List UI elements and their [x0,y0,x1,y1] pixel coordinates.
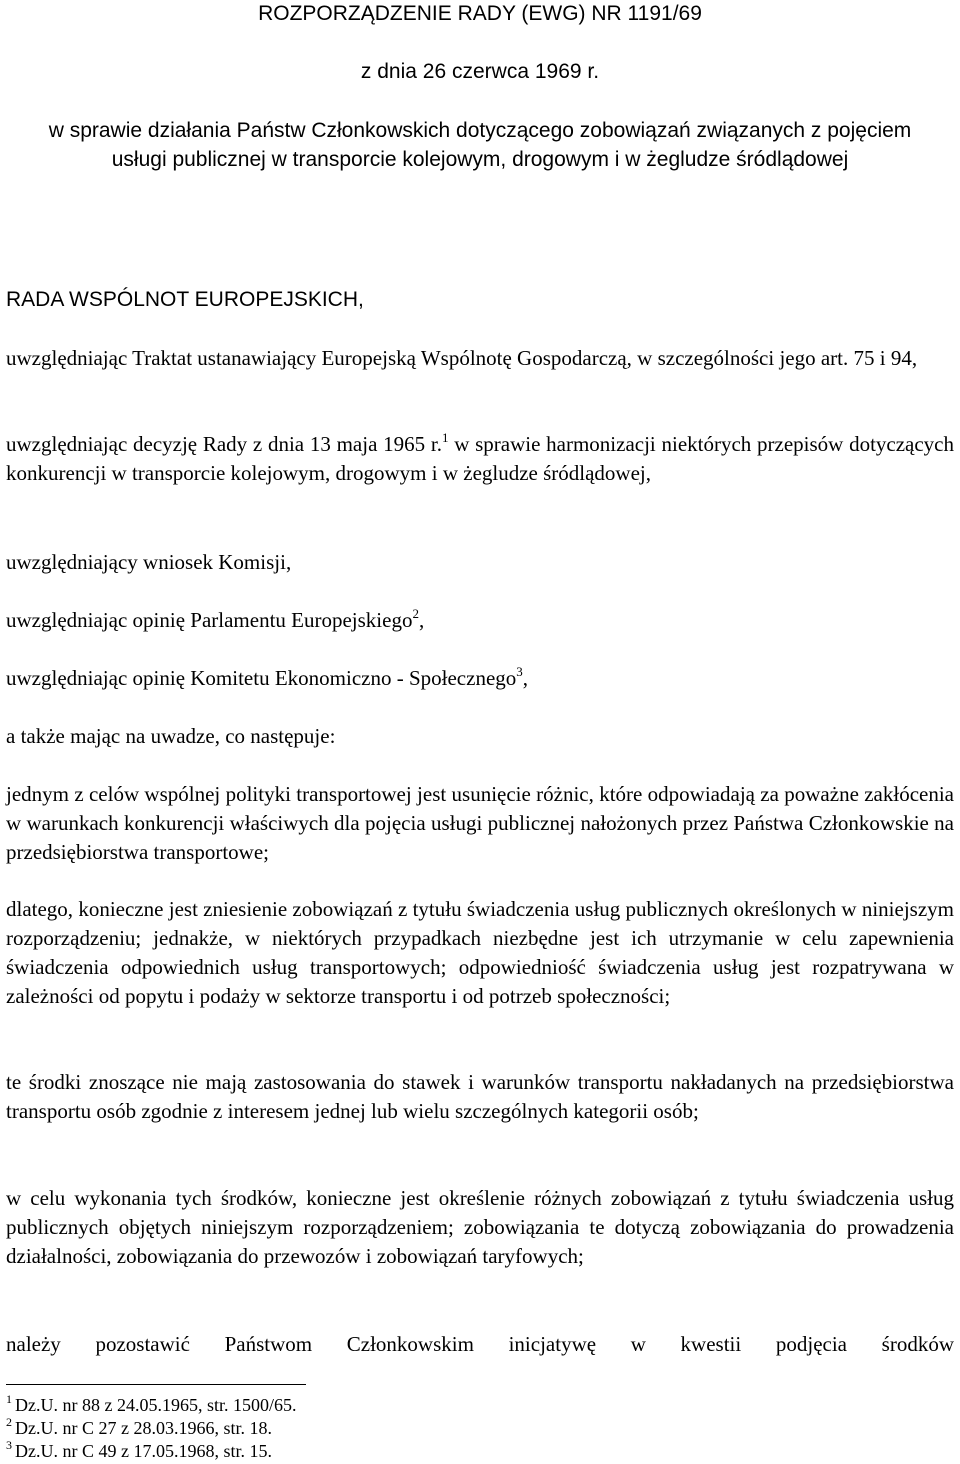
recital-committee [6,664,954,693]
recital-paragraph-3: te środki znoszące nie mają zastosowania do stawek i warunków transportu nakładanych na przedsiębiorstwa transportu osób zgodnie z interesem jednej lub wielu szczególnych kategorii osób; [6,1070,954,1123]
footnote-3-text: Dz.U. nr C 49 z 17.05.1968, str. 15. [15,1441,272,1461]
recital-committee-text: uwzględniając opinię Komitetu Ekonomiczno - Społecznego [6,666,517,690]
recital-parliament [6,606,954,635]
footnote-separator [6,1384,306,1385]
recital-decision-text: uwzględniając decyzję Rady z dnia 13 maja 1965 r. [6,432,442,456]
recital-treaty: uwzględniając Traktat ustanawiający Europejską Wspólnotę Gospodarczą, w szczególności jego art. 75 i 94, [6,346,918,370]
recital-decision [6,430,954,488]
regulation-title: ROZPORZĄDZENIE RADY (EWG) NR 1191/69 [258,2,702,25]
regulation-date: z dnia 26 czerwca 1969 r. [360,60,600,83]
footnote-3 [6,1440,272,1462]
recital-decision-text-cont: w sprawie harmonizacji niektórych przepisów dotyczących konkurencji w transporcie kolejowym, drogowym i w żegludze śródlądowej, [6,432,955,485]
regulation-subject: w sprawie działania Państw Członkowskich dotyczącego zobowiązań związanych z pojęciem usługi publicznej w transporcie kolejowym, drogowym i w żegludze śródlądowej [48,119,912,171]
footnote-3-number: 3 [6,1438,12,1452]
council-name: RADA WSPÓLNOT EUROPEJSKICH, [6,288,364,311]
footnote-1-text: Dz.U. nr 88 z 24.05.1965, str. 1500/65. [15,1395,297,1415]
footnote-1 [6,1394,296,1416]
recital-paragraph-4: w celu wykonania tych środków, konieczne jest określenie różnych zobowiązań z tytułu świadczenia usług publicznych objętych niniejszym rozporządzeniem; zobowiązania te dotyczą zobowiązania do prowadzenia działalności, zobowiązania do przewozów i zobowiązań taryfowych; [6,1186,954,1268]
footnote-ref-3: 3 [516,664,523,679]
recital-commission: uwzględniający wniosek Komisji, [6,550,292,574]
footnote-ref-2: 2 [412,606,419,621]
recital-whereas: a także mając na uwadze, co następuje: [6,724,336,748]
recital-paragraph-1: jednym z celów wspólnej polityki transportowej jest usunięcie różnic, które odpowiadają za poważne zakłócenia w warunkach konkurencji właściwych dla pojęcia usługi publicznej nałożonych przez Państwa Członkowskie na przedsiębiorstwa transportowe; [6,782,954,864]
footnote-2-text: Dz.U. nr C 27 z 28.03.1966, str. 18. [15,1418,272,1438]
footnote-2-number: 2 [6,1415,12,1429]
recital-paragraph-2: dlatego, konieczne jest zniesienie zobowiązań z tytułu świadczenia usług publicznych określonych w niniejszym rozporządzeniu; jednakże, w niektórych przypadkach niezbędne jest ich utrzymanie w celu zapewnienia świadczenia odpowiednich usług transportowych; odpowiedniość świadczenia usług jest rozpatrywana w zależności od popytu i podaży w sektorze transportu i od potrzeb społeczności; [6,897,954,1008]
recital-committee-end: , [522,666,529,690]
recital-parliament-text: uwzględniając opinię Parlamentu Europejskiego [6,608,413,632]
recital-paragraph-5: należy pozostawić Państwom Członkowskim inicjatywę w kwestii podjęcia środków [6,1332,954,1356]
footnote-1-number: 1 [6,1392,12,1406]
footnote-ref-1: 1 [441,430,449,445]
footnote-2 [6,1417,272,1439]
recital-parliament-end: , [418,608,425,632]
